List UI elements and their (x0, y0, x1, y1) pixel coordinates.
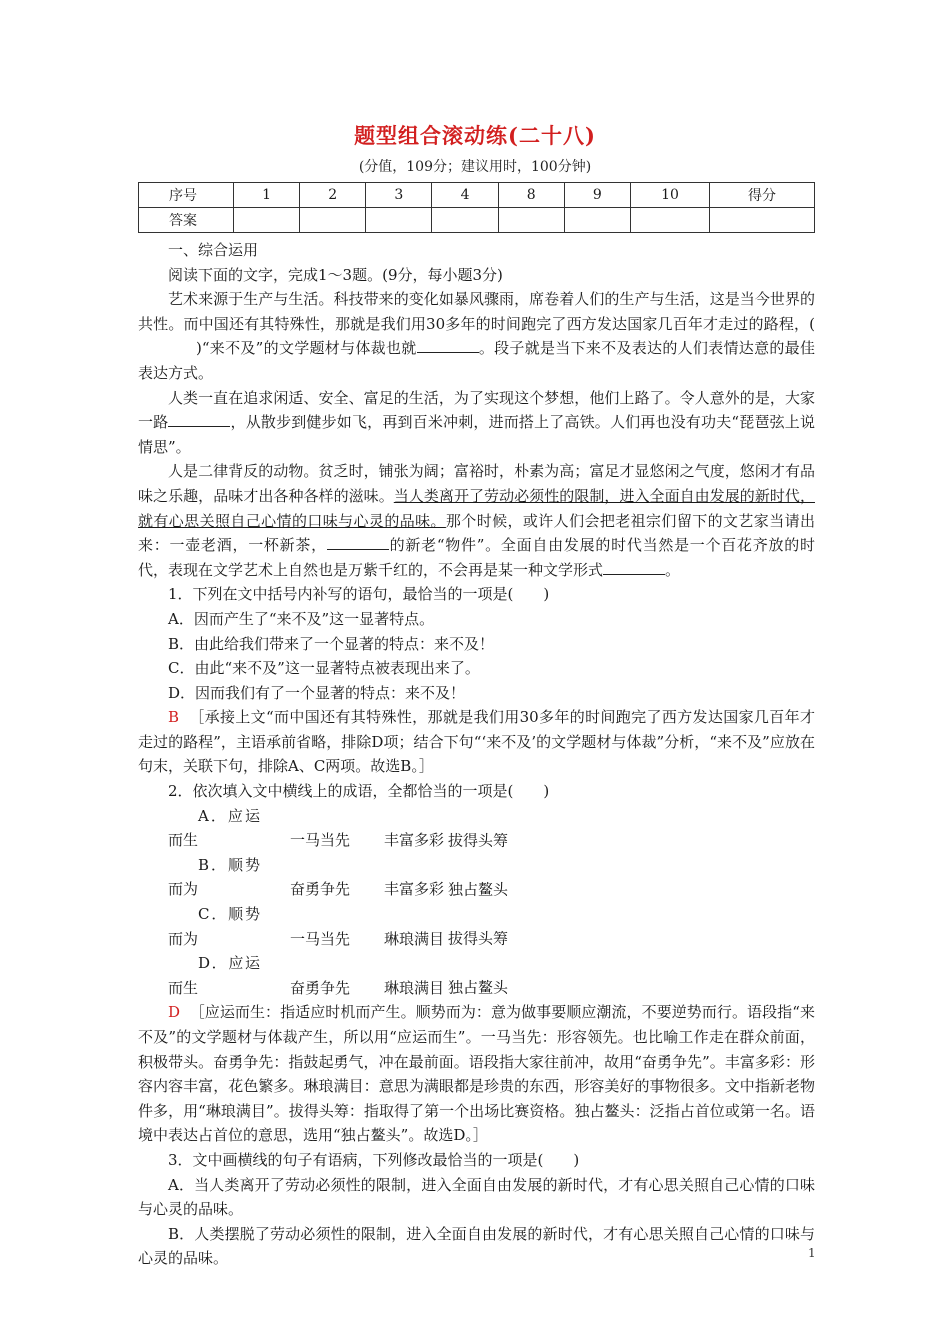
answer-cell[interactable] (564, 208, 630, 233)
passage-text: 。 (665, 560, 681, 579)
table-cell-number: 3 (366, 183, 432, 208)
document-body (138, 238, 815, 1271)
question-1-option-d: D．因而我们有了一个显著的特点：来不及！ (168, 683, 466, 702)
answer-cell[interactable] (498, 208, 564, 233)
question-1-option-c: C．由此“来不及”这一显著特点被表现出来了。 (168, 659, 480, 678)
answer-letter: B (168, 708, 180, 727)
question-2-stem: 2．依次填入文中横线上的成语，全都恰当的一项是( ) (168, 782, 550, 801)
option-term: 一马当先 (290, 831, 351, 850)
section-instruction: 阅读下面的文字，完成1～3题。(9分，每小题3分) (168, 265, 503, 284)
explanation-text: ［承接上文“而中国还有其特殊性，那就是我们用30多年的时间跑完了西方发达国家几百年才走过的路程”，主语承前省略，排除D项；结合下句“‘来不及’的文学题材与体裁”分析，“来不及”应放在句末，关联下句，排除A、C两项。故选B。］ (138, 708, 815, 776)
option-term: B．顺势而为 (168, 855, 260, 899)
answer-letter: D (168, 1003, 181, 1022)
option-term: 奋勇争先 (290, 978, 351, 997)
passage-paragraph-3 (138, 459, 815, 582)
fill-blank (327, 535, 389, 550)
table-row (139, 183, 815, 208)
option-term: A．应运而生 (168, 806, 260, 850)
question-2-option-c (138, 902, 815, 951)
table-cell-number: 10 (631, 183, 710, 208)
explanation-text: ［应运而生：指适应时机而产生。顺势而为：意为做事要顺应潮流，不要逆势而行。语段指“来不及”的文学题材与体裁产生，所以用“应运而生”。一马当先：形容领先。也比喻工作走在群众前面，积极带头。奋勇争先：指鼓起勇气，冲在最前面。语段指大家往前冲，故用“奋勇争先”。丰富多彩：形容内容丰富，花色繁多。琳琅满目：意思为满眼都是珍贵的东西，形容美好的事物很多。文中指新老物件多，用“琳琅满目”。拔得头筹：指取得了第一个出场比赛资格。独占鳌头：泛指占首位或第一名。语境中表达占首位的意思，选用“独占鳌头”。故选D。］ (138, 1003, 815, 1145)
passage-text: 艺术来源于生产与生活。科技带来的变化如暴风骤雨，席卷着人们的生产与生活，这是当今世界的共性。而中国还有其特殊性，那就是我们用30多年的时间跑完了西方发达国家几百年才走过的路程，( (138, 290, 815, 333)
passage-text: 。段子就是当下来不及表达的人们表情达意的最佳表达方式。 (138, 339, 815, 382)
fill-blank (417, 338, 479, 353)
page-number: 1 (808, 1246, 816, 1260)
answer-cell[interactable] (631, 208, 710, 233)
option-term: 拔得头筹 (448, 831, 509, 850)
question-2-option-d (138, 951, 815, 1000)
section-heading: 一、综合运用 (168, 241, 259, 259)
answer-cell[interactable] (300, 208, 366, 233)
question-1-option-a: A．因而产生了“来不及”这一显著特点。 (168, 609, 435, 628)
score-table (138, 182, 815, 233)
option-term: 琳琅满目 (384, 929, 445, 948)
option-term: 独占鳌头 (448, 880, 509, 899)
question-1-explanation (138, 705, 815, 779)
table-cell-number: 8 (498, 183, 564, 208)
fill-blank (603, 560, 665, 575)
question-3-option-a: A．当人类离开了劳动必须性的限制，进入全面自由发展的新时代，才有心思关照自己心情的口味与心灵的品味。 (138, 1175, 815, 1219)
question-3-stem: 3．文中画横线的句子有语病，下列修改最恰当的一项是( ) (168, 1150, 580, 1169)
table-row (139, 208, 815, 233)
passage-text: ，从散步到健步如飞，再到百米冲刺，进而搭上了高铁。人们再也没有功夫“琵琶弦上说情思”。 (138, 413, 815, 456)
option-term: 独占鳌头 (448, 978, 509, 997)
answer-cell[interactable] (234, 208, 300, 233)
question-1-option-b: B．由此给我们带来了一个显著的特点：来不及！ (168, 634, 495, 653)
option-term: 丰富多彩 (384, 880, 445, 899)
question-2-explanation (138, 1000, 815, 1148)
passage-text: 的新老“物件”。全面自由发展的时代当然是一个百花齐放的时代，表现在文学艺术上自然也是万紫千红的，不会再是某一种文学形式 (138, 536, 815, 579)
question-2-option-b (138, 853, 815, 902)
table-cell-number: 9 (564, 183, 630, 208)
underlined-sentence: 当人类离开了劳动必须性的限制，进入全面自由发展的新时代，就有心思关照自己心情的口味与心灵的品味。 (138, 486, 815, 530)
option-term: D．应运而生 (168, 954, 260, 997)
table-cell-label: 序号 (139, 183, 234, 208)
page-title: 题型组合滚动练(二十八) (354, 123, 596, 148)
passage-text: )“来不及”的文学题材与体裁也就 (196, 339, 417, 358)
option-term: 一马当先 (290, 929, 351, 948)
question-1-stem: 1．下列在文中括号内补写的语句，最恰当的一项是( ) (168, 585, 550, 604)
table-cell-number: 4 (432, 183, 498, 208)
option-term: 琳琅满目 (384, 978, 445, 997)
table-cell-number: 2 (300, 183, 366, 208)
answer-cell[interactable] (432, 208, 498, 233)
table-cell-number: 1 (234, 183, 300, 208)
question-2-option-a (138, 804, 815, 853)
table-cell-score-label: 得分 (710, 183, 815, 208)
question-3-option-b: B．人类摆脱了劳动必须性的限制，进入全面自由发展的新时代，才有心思关照自己心情的口味与心灵的品味。 (138, 1224, 815, 1268)
passage-paragraph-1 (138, 287, 815, 385)
passage-paragraph-2 (138, 386, 815, 460)
option-term: 丰富多彩 (384, 831, 445, 850)
option-term: C．顺势而为 (168, 905, 260, 948)
option-term: 奋勇争先 (290, 880, 351, 899)
page-subtitle: (分值，109分；建议用时，100分钟) (358, 159, 592, 175)
table-cell-label: 答案 (139, 208, 234, 233)
passage-text: 那个时候，或许人们会把老祖宗们留下的文艺家当请出来：一壶老酒，一杯新茶， (138, 511, 815, 555)
fill-blank (168, 412, 230, 427)
answer-cell[interactable] (366, 208, 432, 233)
option-term: 拔得头筹 (448, 929, 509, 948)
score-cell[interactable] (710, 208, 815, 233)
passage-text: 人是二律背反的动物。贫乏时，铺张为阔；富裕时，朴素为高；富足才显悠闲之气度，悠闲才有品味之乐趣，品味才出各种各样的滋味。 (138, 462, 815, 505)
passage-text: 人类一直在追求闲适、安全、富足的生活，为了实现这个梦想，他们上路了。令人意外的是，大家一路 (138, 388, 815, 432)
